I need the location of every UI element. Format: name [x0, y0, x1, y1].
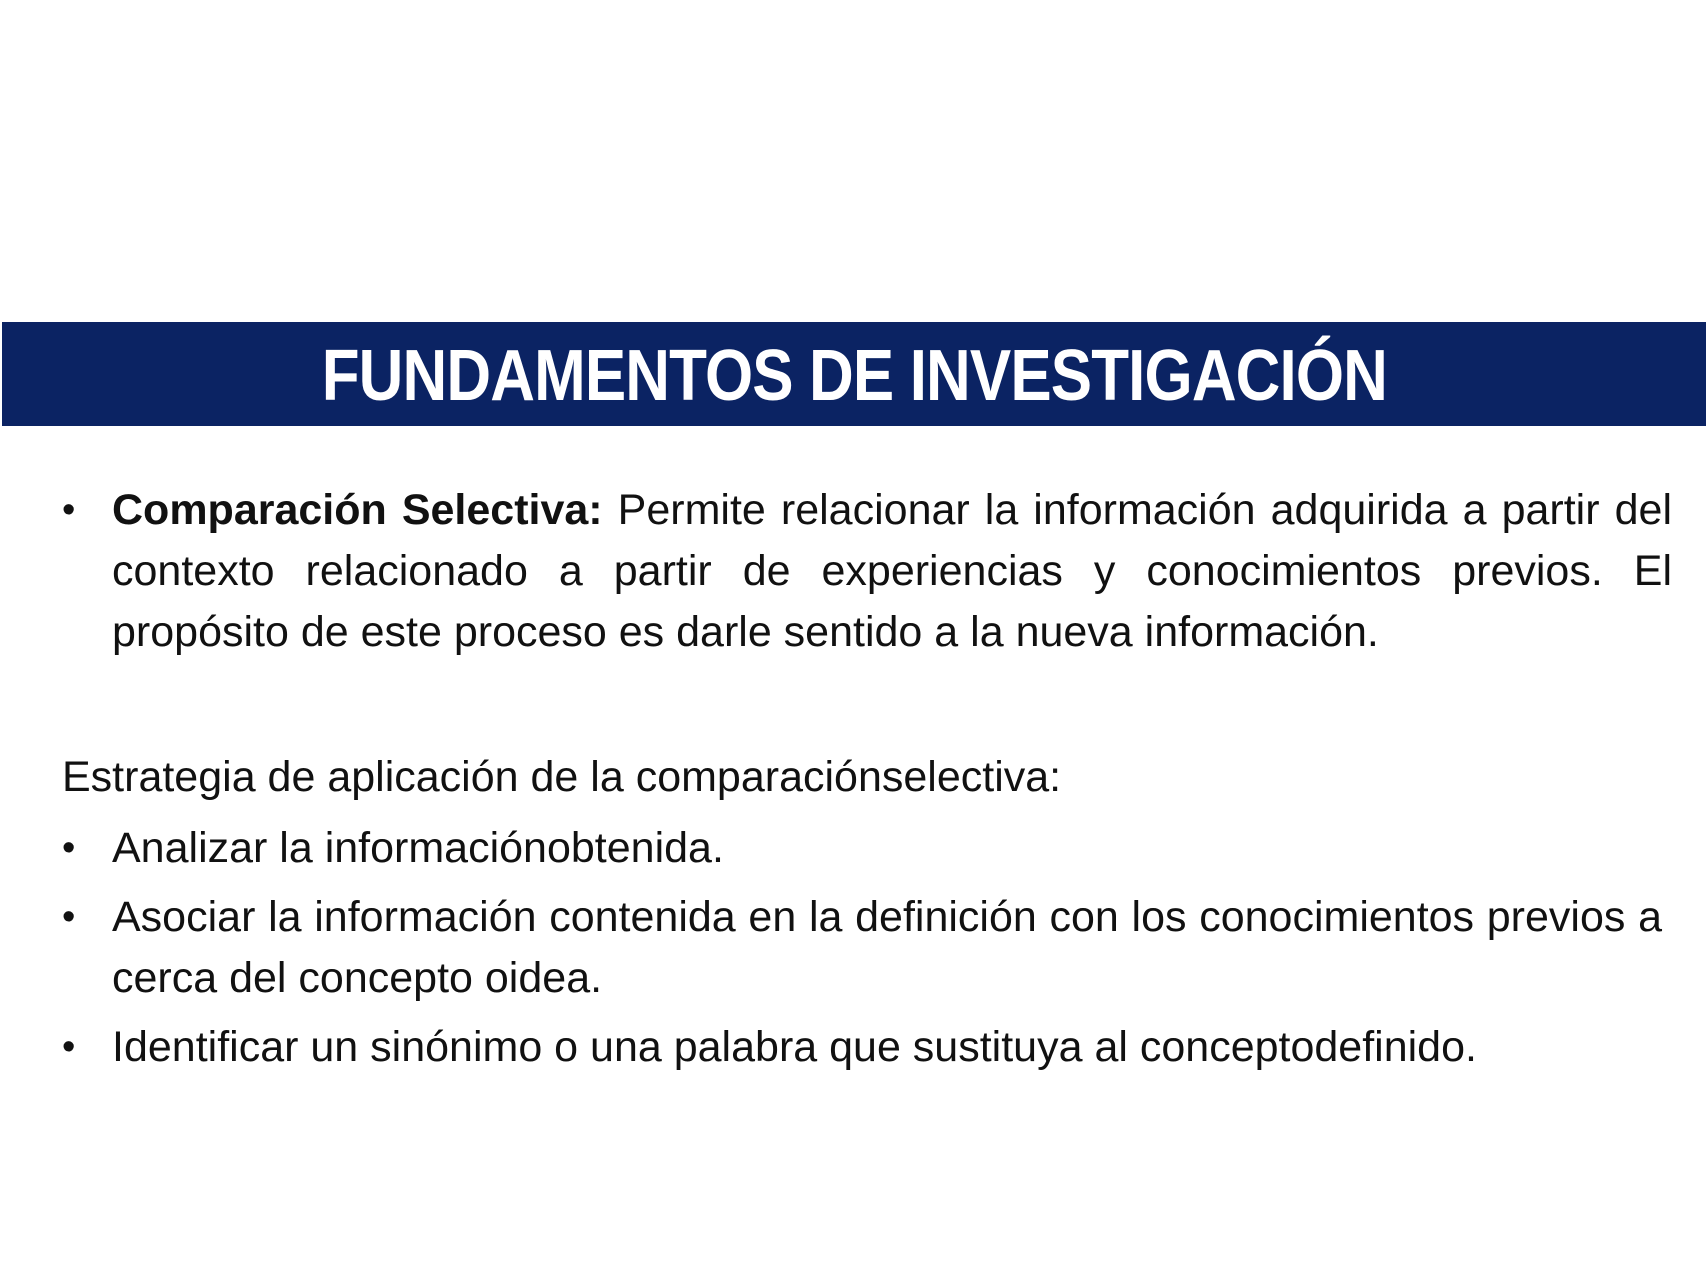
list-item	[62, 887, 1662, 1009]
list-item-text: Identificar un sinónimo o una palabra que sustituya al conceptodefinido.	[112, 1023, 1477, 1071]
slide-title: FUNDAMENTOS DE INVESTIGACIÓN	[321, 336, 1387, 416]
bullet-marker: •	[62, 827, 76, 869]
definition-bullet	[62, 480, 1672, 663]
bullet-marker: •	[62, 489, 76, 531]
definition-term: Comparación Selectiva:	[112, 486, 603, 534]
list-item-text: Asociar la información contenida en la definición con los conocimientos previos a cerca del concepto oidea.	[112, 893, 1662, 1002]
definition-body: Permite relacionar la información adquirida a partir del contexto relacionado a partir de experiencias y conocimientos previos. El propósito de este proceso es darle sentido a la nueva información.	[112, 486, 1672, 656]
bullet-marker: •	[62, 1026, 76, 1068]
slide-body	[62, 480, 1672, 1086]
definition-text	[112, 480, 1672, 663]
list-item	[62, 818, 1662, 879]
strategy-list	[62, 818, 1662, 1078]
list-item-text: Analizar la informaciónobtenida.	[112, 824, 724, 872]
strategy-heading: Estrategia de aplicación de la comparaciónselectiva:	[62, 753, 1062, 801]
title-band	[2, 322, 1706, 426]
bullet-marker: •	[62, 896, 76, 938]
list-item	[62, 1017, 1662, 1078]
